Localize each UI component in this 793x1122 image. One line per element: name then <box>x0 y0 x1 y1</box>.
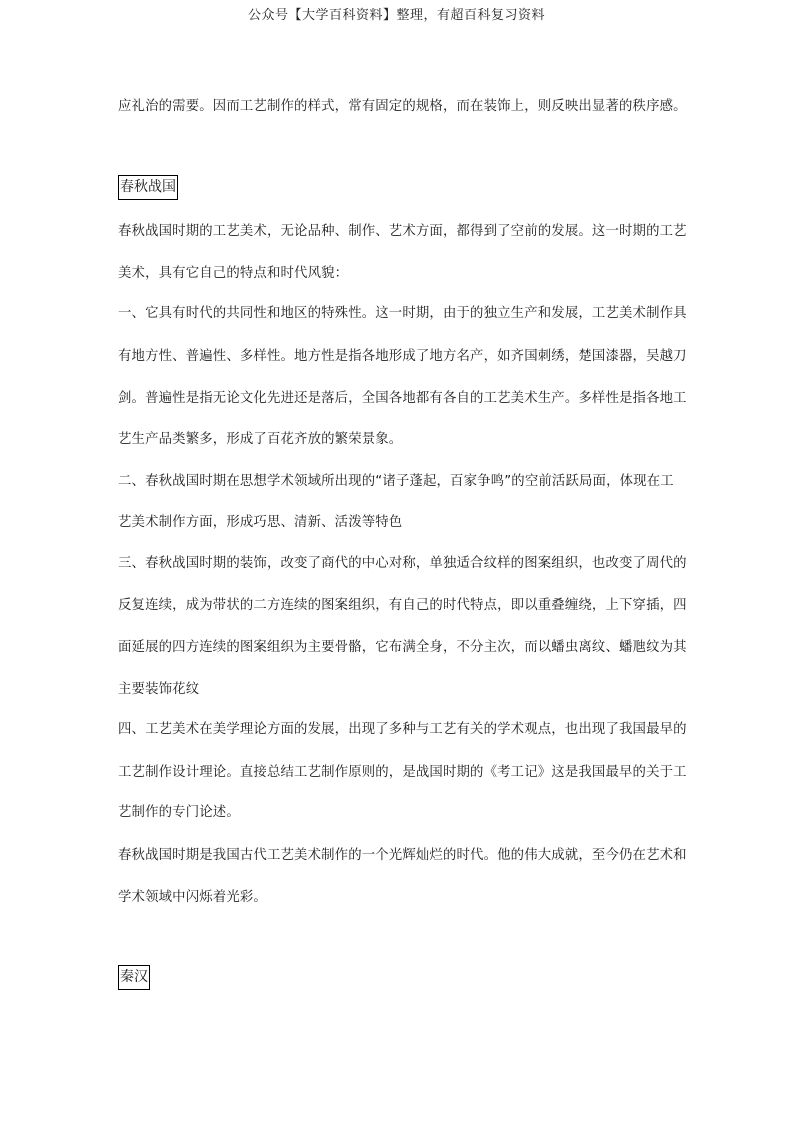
paragraph-line: 学术领域中闪烁着光彩。 <box>118 890 267 905</box>
section-heading-qinhan: 秦汉 <box>118 965 150 990</box>
paragraph-line: 面延展的四方连续的图案组织为主要骨骼，它布满全身，不分主次，而以蟠虫离纹、蟠虺纹为其 <box>118 640 687 655</box>
paragraph-line: 四、工艺美术在美学理论方面的发展，出现了多种与工艺有关的学术观点，也出现了我国最早的 <box>118 722 687 737</box>
paragraph-line: 春秋战国时期的工艺美术，无论品种、制作、艺术方面，都得到了空前的发展。这一时期的工艺 <box>118 224 687 239</box>
paragraph-line: 三、春秋战国时期的装饰，改变了商代的中心对称，单独适合纹样的图案组织，也改变了周代的 <box>118 556 687 571</box>
paragraph-line: 有地方性、普遍性、多样性。地方性是指各地形成了地方名产，如齐国刺绣，楚国漆器，吴越刀 <box>118 349 687 364</box>
section-heading-chunqiu: 春秋战国 <box>118 175 178 200</box>
paragraph-line: 艺生产品类繁多，形成了百花齐放的繁荣景象。 <box>118 432 403 447</box>
paragraph-line: 主要装饰花纹 <box>118 682 200 697</box>
paragraph-line: 春秋战国时期是我国古代工艺美术制作的一个光辉灿烂的时代。他的伟大成就，至今仍在艺术和 <box>118 848 687 863</box>
paragraph-line: 美术，具有它自己的特点和时代风貌： <box>118 266 349 281</box>
paragraph-line: 一、它具有时代的共同性和地区的特殊性。这一时期，由于的独立生产和发展，工艺美术制作具 <box>118 306 687 321</box>
paragraph-line: 反复连续，成为带状的二方连续的图案组织，有自己的时代特点，即以重叠缠绕，上下穿插，四 <box>118 598 687 613</box>
paragraph-line: 艺制作的专门论述。 <box>118 805 240 820</box>
paragraph-line: 工艺制作设计理论。直接总结工艺制作原则的，是战国时期的《考工记》这是我国最早的关于工 <box>118 765 687 780</box>
page-header: 公众号【大学百科资料】整理，有超百科复习资料 <box>247 8 545 23</box>
paragraph-line: 艺美术制作方面，形成巧思、清新、活泼等特色 <box>118 515 403 530</box>
intro-line: 应礼治的需要。因而工艺制作的样式，常有固定的规格，而在装饰上，则反映出显著的秩序感。 <box>118 99 687 114</box>
paragraph-line: 二、春秋战国时期在思想学术领域所出现的“诸子蓬起，百家争鸣”的空前活跃局面，体现在工 <box>118 474 674 489</box>
paragraph-line: 剑。普遍性是指无论文化先进还是落后，全国各地都有各自的工艺美术生产。多样性是指各地工 <box>118 391 687 406</box>
